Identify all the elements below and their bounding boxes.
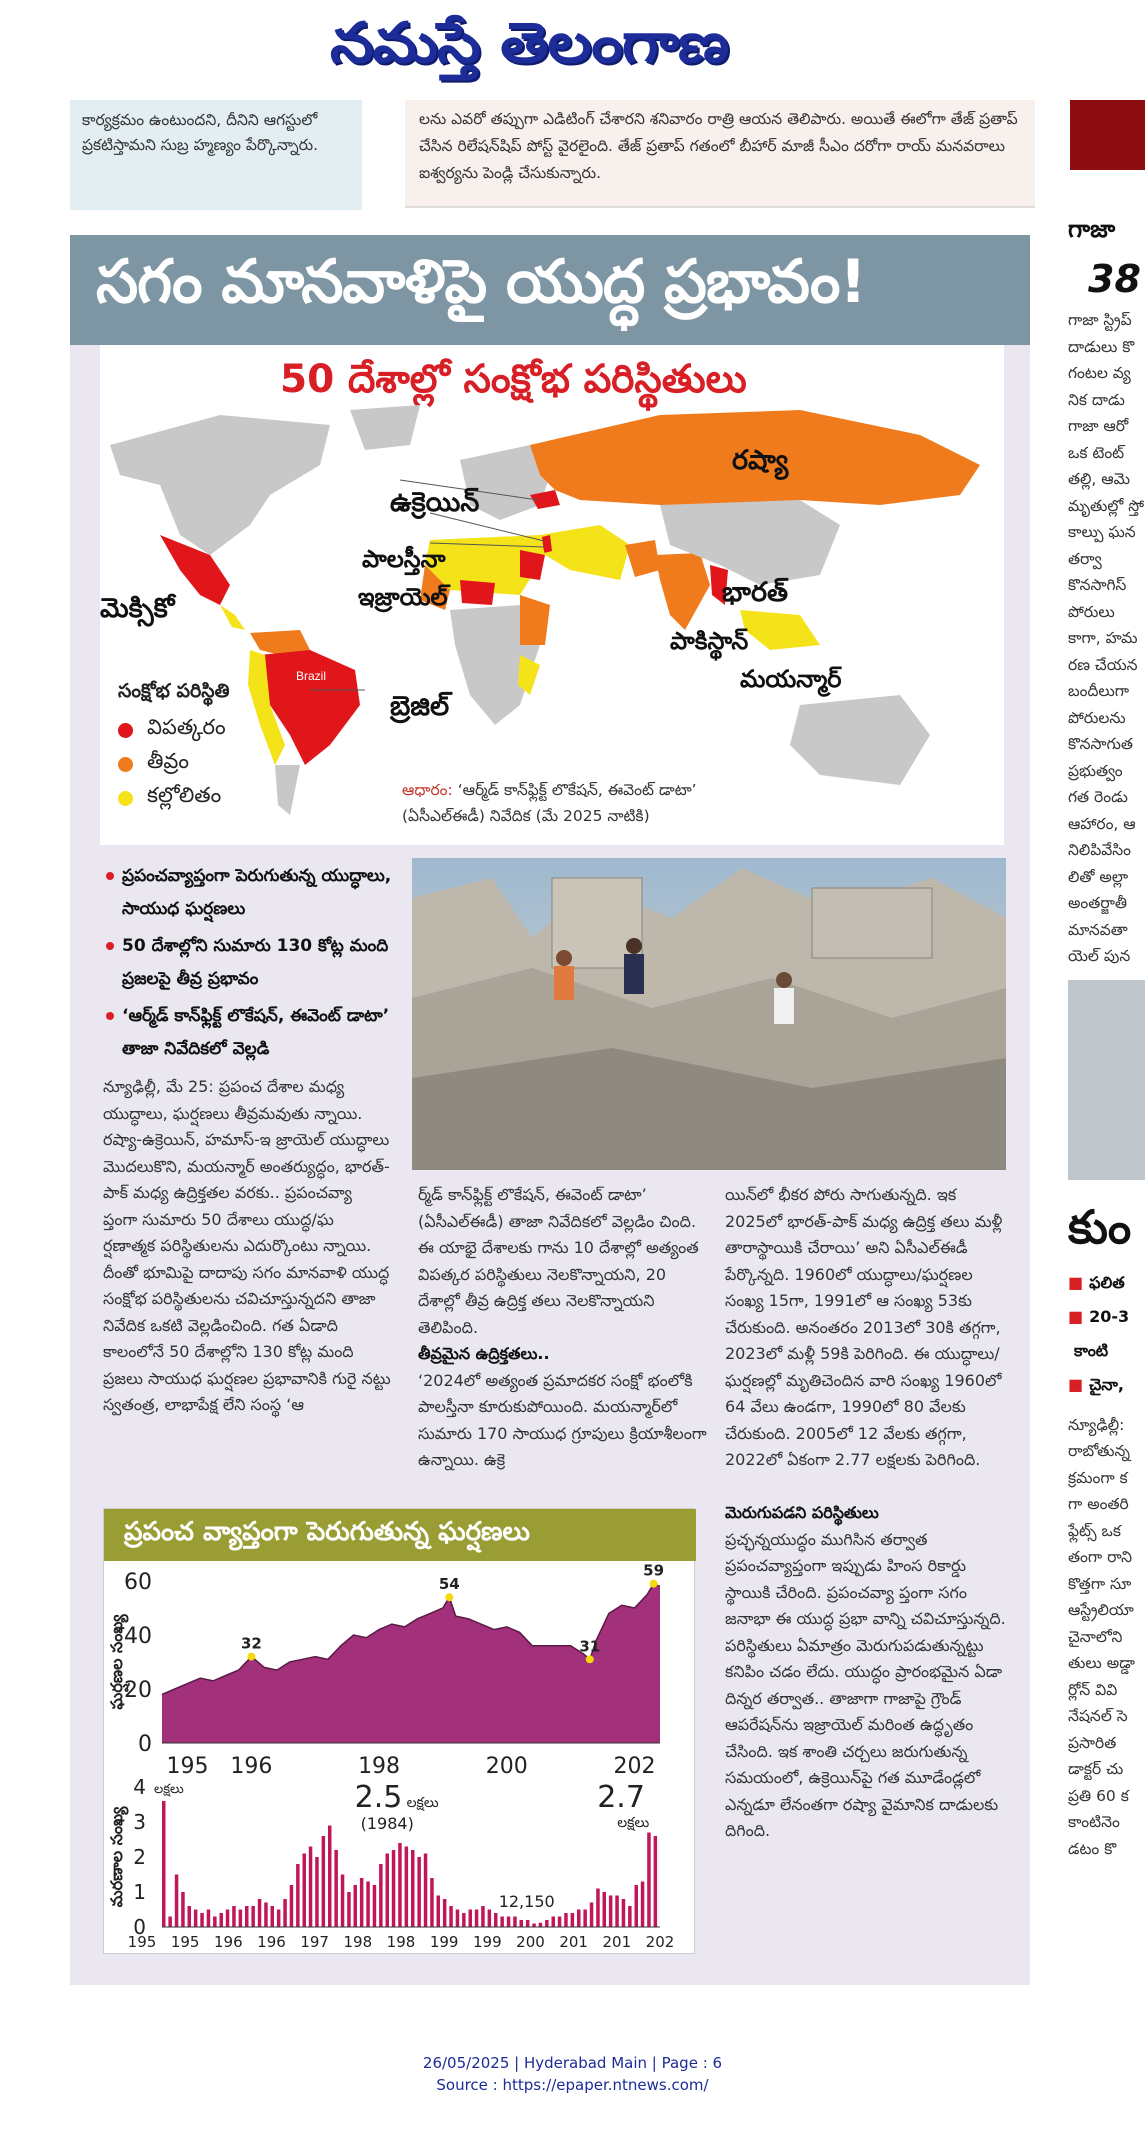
- y-tick-label: 1: [133, 1880, 146, 1904]
- death-bar: [322, 1836, 326, 1927]
- y-tick-label: 60: [124, 1570, 152, 1595]
- map-source-note: [402, 777, 782, 829]
- legend-item-high: తీవ్రం: [118, 747, 318, 781]
- brazil-map-text: Brazil: [296, 669, 327, 683]
- death-bar: [200, 1913, 204, 1927]
- annotation-dot: [650, 1580, 658, 1588]
- right-col-bullet: ■ చైనా,: [1068, 1374, 1124, 1394]
- top-right-ad-graphic: [1070, 100, 1145, 170]
- x-tick-label: 196: [257, 1933, 286, 1951]
- legend-dot-yellow: [118, 791, 133, 806]
- annotation-dot: [445, 1593, 453, 1601]
- death-bar: [603, 1892, 607, 1927]
- x-tick-label: 196: [214, 1933, 243, 1951]
- death-bar: [520, 1920, 524, 1927]
- x-tick-label: 199: [429, 1933, 459, 1951]
- right-col-photo: [1068, 980, 1145, 1180]
- right-col-bullet: కాంటి: [1074, 1340, 1109, 1360]
- death-bar: [366, 1882, 370, 1928]
- annotation-label: 59: [643, 1561, 665, 1580]
- right-col-big-head: కుం: [1068, 1199, 1132, 1254]
- death-bar: [379, 1864, 383, 1927]
- death-bar: [641, 1882, 645, 1928]
- greenland-shape: [350, 405, 420, 450]
- death-bar: [437, 1896, 441, 1928]
- pakistan-shape: [625, 540, 660, 577]
- death-bar: [571, 1913, 575, 1927]
- death-bar: [564, 1913, 568, 1927]
- death-bar: [456, 1910, 460, 1928]
- death-bar: [341, 1875, 345, 1928]
- annotation-value: 12,150: [498, 1892, 555, 1911]
- death-bar: [194, 1910, 198, 1928]
- central-africa-red: [460, 580, 495, 605]
- map-label-brazil: బ్రెజిల్: [390, 691, 450, 722]
- middle-east-shape: [540, 525, 630, 580]
- headline: సగం మానవాళిపై యుద్ధ ప్రభావం!: [70, 235, 1030, 345]
- death-bar: [213, 1917, 217, 1928]
- x-tick-label: 196: [230, 1754, 273, 1779]
- y-tick-label: 3: [133, 1810, 146, 1834]
- death-bar: [296, 1864, 300, 1927]
- death-bar: [494, 1913, 498, 1927]
- annotation-unit: లక్షలు: [617, 1815, 650, 1831]
- death-bar: [545, 1920, 549, 1927]
- charts-title: ప్రపంచ వ్యాప్తంగా పెరుగుతున్న ఘర్షణలు: [104, 1509, 696, 1561]
- highlight-bullets: [104, 860, 404, 1070]
- x-tick-label: 198: [358, 1754, 401, 1779]
- body-col2-text-b: ‘2024లో అత్యంత ప్రమాదకర సంక్షో భంలోకి పాలస్తీనా కూరుకుపోయింది. మయన్మార్‌లో సుమారు 170 సాయుధ గ్రూపులు క్రియాశీలంగా ఉన్నాయి. ఉక్రె: [418, 1370, 707, 1469]
- death-bar: [181, 1892, 185, 1927]
- x-tick-label: 198: [386, 1933, 416, 1951]
- body-col2-text-a: ర్మ్‌డ్ కాన్‌ఫ్లిక్ట్ లొకేషన్, ఈవెంట్ డాటా’ (ఏసీఎల్‌ఈడీ) తాజా నివేదికలో వెల్లడిం చింది. ఈ యాభై దేశాలకు గాను 10 దేశాల్లో అత్యంత విపత్కర పరిస్థితులు నెలకొన్నాయని, 20 దేశాల్లో తీవ్ర ఉద్రిక్త తలు నెలకొన్నాయని తెలిపింది.: [418, 1185, 699, 1337]
- india-shape: [655, 553, 710, 630]
- x-tick-label: 198: [343, 1933, 373, 1951]
- north-america-shape: [110, 415, 330, 555]
- body-col3-subhead: మెరుగుపడని పరిస్థితులు: [725, 1503, 879, 1522]
- death-bar: [303, 1854, 307, 1928]
- newspaper-logo: నమస్తే తెలంగాణ: [330, 9, 729, 76]
- map-label-russia: రష్యా: [732, 445, 789, 476]
- death-bar: [334, 1850, 338, 1927]
- body-column-1: [103, 1074, 391, 1419]
- annotation-label: 32: [240, 1634, 262, 1653]
- annotation-value: 2.5: [354, 1780, 403, 1815]
- death-bar: [513, 1917, 517, 1928]
- australia-shape: [790, 695, 930, 785]
- death-bar: [411, 1850, 415, 1927]
- map-label-india: భారత్: [722, 577, 788, 608]
- map-label-pakistan: పాకిస్థాన్: [670, 627, 749, 655]
- y-tick-label: 20: [124, 1678, 152, 1703]
- death-bar: [417, 1857, 421, 1927]
- x-tick-label: 200: [485, 1754, 528, 1779]
- x-tick-label: 202: [645, 1933, 675, 1951]
- x-tick-label: 195: [166, 1754, 209, 1779]
- death-bar: [207, 1910, 211, 1928]
- legend-dot-red: [118, 723, 133, 738]
- footer-date-edition: 26/05/2025 | Hyderabad Main | Page : 6: [422, 2054, 723, 2072]
- death-bar: [175, 1875, 179, 1928]
- bullet-item: ప్రపంచవ్యాప్తంగా పెరుగుతున్న యుద్ధాలు, సాయుధ ఘర్షణలు: [104, 860, 404, 926]
- central-america-shape: [220, 605, 245, 630]
- death-bar: [488, 1910, 492, 1928]
- y-tick-label: 0: [138, 1732, 152, 1757]
- x-tick-label: 197: [300, 1933, 329, 1951]
- death-bar: [647, 1833, 651, 1928]
- death-bar: [507, 1917, 511, 1928]
- legend-item-turbulent: కల్లోలితం: [118, 781, 318, 815]
- death-bar: [309, 1847, 313, 1928]
- east-africa-shape: [520, 595, 550, 645]
- top-left-story-snippet: కార్యక్రమం ఉంటుందని, దీనిని ఆగస్టులో ప్రకటిస్తామని సుబ్ర హ్మణ్యం పేర్కొన్నారు.: [70, 100, 362, 210]
- x-tick-label: 199: [473, 1933, 502, 1951]
- death-bar: [622, 1899, 626, 1927]
- body-col3-text-a: యిన్‌లో భీకర పోరు సాగుతున్నది. ఇక 2025లో భారత్-పాక్ మధ్య ఉద్రిక్త తలు మళ్లీ తారాస్థాయికి చేరాయి’ అని ఏసీఎల్‌ఈడీ పేర్కొన్నది. 1960లో యుద్ధాలు/ఘర్షణల సంఖ్య 15గా, 1991లో ఆ సంఖ్య 53కు చేరుకుంది. అనంతరం 2013లో 30కి తగ్గగా, 2023లో మళ్లీ 59కి పెరిగింది. ఈ యుద్ధాలు/ఘర్షణల్లో మృతిచెందిన వారి సంఖ్య 1960లో 64 వేలు ఉండగా, 1990లో 80 వేలకు చేరుకుంది. 2005లో 12 వేలకు తగ్గగా, 2022లో ఏకంగా 2.77 లక్షలకు పెరిగింది.: [725, 1185, 1003, 1469]
- annotation-dot: [247, 1653, 255, 1661]
- map-label-palestine: పాలస్తీనా: [362, 545, 446, 573]
- conflict-charts-panel: [103, 1508, 695, 1954]
- death-bar: [283, 1899, 287, 1927]
- crisis-map-panel: [100, 345, 1004, 845]
- death-bar: [539, 1923, 543, 1927]
- death-bar: [245, 1906, 249, 1927]
- right-side-column: [1068, 215, 1145, 1985]
- y-axis-label: ఘర్షణల సంఖ్య: [107, 1614, 126, 1710]
- death-bar: [188, 1906, 192, 1927]
- death-bar: [615, 1896, 619, 1928]
- y-tick-label: 4: [133, 1777, 146, 1799]
- x-tick-label: 201: [602, 1933, 632, 1951]
- annotation-dot: [586, 1655, 594, 1663]
- map-source-text: ‘ఆర్మ్‌డ్ కాన్‌ఫ్లిక్ట్ లొకేషన్, ఈవెంట్ డాటా’ (ఏసీఎల్‌ఈడీ) నివేదిక (మే 2025 నాటికి): [402, 781, 697, 825]
- legend-item-severe: విపత్కరం: [118, 713, 318, 747]
- y-tick-label: 40: [124, 1624, 152, 1649]
- x-tick-label: 195: [170, 1933, 200, 1951]
- x-tick-label: 201: [559, 1933, 588, 1951]
- death-bar: [328, 1826, 332, 1928]
- right-col-bullet: ■ 20-3: [1068, 1306, 1130, 1326]
- death-bar: [258, 1899, 262, 1927]
- death-bar: [315, 1857, 319, 1927]
- death-bar: [443, 1899, 447, 1927]
- right-col-text-2: న్యూఢిల్లీ: రాబోతున్న క్రమంగా క గా అంతరి ఫ్లేట్స్ ఒక తంగా రాని కొత్తగా సూ ఆస్ట్రేలియా చైనాలోని తులు అడ్డా ర్లోన్ వివి నేషనల్ సె ప్రసారిత డాక్టర్ చు ప్రతి 60 క కాంటినెం డటం కొ: [1068, 1415, 1135, 1858]
- death-bar: [360, 1878, 364, 1927]
- death-bar: [583, 1910, 587, 1928]
- x-tick-label: 200: [516, 1933, 545, 1951]
- death-bar: [449, 1906, 453, 1927]
- death-bar: [373, 1885, 377, 1927]
- body-col3-text-b: ప్రచ్ఛన్నయుద్ధం ముగిసిన తర్వాత ప్రపంచవ్యాప్తంగా ఇప్పుడు హింస రికార్డు స్థాయికి చేరింది. ప్రపంచవ్యా ప్తంగా సగం జనాభా ఈ యుద్ధ ప్రభా వాన్ని చవిచూస్తున్నది. పరిస్థితులు ఏమాత్రం మెరుగుపడుతున్నట్టు కనిపిం చడం లేదు. యుద్ధం ప్రారంభమైన ఏడా దిన్నర తర్వాత.. తాజాగా గాజాపై గ్రౌండ్ ఆపరేషన్‌ను ఇజ్రాయెల్ మరింత ఉద్ధృతం చేసింది. ఇక శాంతి చర్చలు జరుగుతున్న సమయంలో, ఉక్రెయిన్‌పై గత మూడేండ్లలో ఎన్నడూ లేనంతగా రష్యా వైమానిక దాడులకు దిగింది.: [725, 1529, 1006, 1840]
- death-bar: [386, 1854, 390, 1928]
- death-bar: [277, 1910, 281, 1928]
- bullet-item: ‘ఆర్మ్‌డ్ కాన్‌ఫ్లిక్ట్ లొకేషన్, ఈవెంట్ డాటా’ తాజా నివేదికలో వెల్లడి: [104, 1000, 404, 1066]
- death-bar: [552, 1917, 556, 1928]
- right-col-text-1: గాజా స్ట్రిప్ దాడులు కొ గంటల వ్య నిక దాడు గాజా ఆరో ఒక టెంట్ తల్లి, ఆమె మృతుల్లో స్తో కాల్పు ఘన తర్వా కొనసాగిస్ పోరులు కాగా, హమ రణ చేయన బందీలుగా పోరులను కొనసాగుత ప్రభుత్వం గత రెండు ఆహారం, ఆ నిలిపివేసిం లితో అల్లా అంతర్జాతీ మానవతా యెల్ పున: [1068, 311, 1145, 965]
- annotation-unit: లక్షలు: [406, 1795, 439, 1811]
- body-column-3: [725, 1182, 1015, 1845]
- death-bar: [424, 1854, 428, 1928]
- death-bar: [462, 1913, 466, 1927]
- death-bar: [226, 1910, 230, 1928]
- death-bar: [220, 1913, 224, 1927]
- y-axis-label: మరణాల సంఖ్య: [107, 1806, 126, 1908]
- annotation-label: 31: [579, 1637, 601, 1656]
- deaths-bar-chart: [104, 1777, 696, 1955]
- map-source-label: ఆధారం:: [402, 781, 453, 799]
- body-col1-text: న్యూఢిల్లీ, మే 25: ప్రపంచ దేశాల మధ్య యుద్ధాలు, ఘర్షణలు తీవ్రమవుతు న్నాయి. రష్యా-ఉక్రెయిన్, హమాస్-ఇ జ్రాయెల్ యుద్ధాలు మొదలుకొని, మయన్మార్ అంతర్యుద్ధం, భారత్-పాక్ మధ్య ఉద్రిక్తతల వరకు.. ప్రపంచవ్యా ప్తంగా సుమారు 50 దేశాలు యుద్ధ/ఘ ర్షణాత్మక పరిస్థితులను ఎదుర్కొంటు న్నాయి. దీంతో భూమిపై దాదాపు సగం మానవాళి యుద్ధ సంక్షోభ పరిస్థితులను చవిచూస్తున్నదని తాజా నివేదిక ఒకటి వెల్లడించింది. గత ఏడాది కాలంలోనే 50 దేశాల్లోని 130 కోట్ల మంది ప్రజలు సాయుధ ఘర్షణల ప్రభావానికి గురై నట్టు స్వతంత్ర, లాభాపేక్ష లేని సంస్థ ‘ఆ: [103, 1077, 391, 1414]
- death-bar: [469, 1910, 473, 1928]
- map-title: 50 దేశాల్లో సంక్షోభ పరిస్థితులు: [280, 357, 747, 402]
- death-bar: [168, 1917, 172, 1928]
- southeast-asia-shape: [740, 610, 820, 650]
- map-label-myanmar: మయన్మార్: [740, 665, 842, 693]
- death-bar: [398, 1843, 402, 1927]
- death-bar: [635, 1885, 639, 1927]
- rubble-photo: [412, 858, 1006, 1170]
- map-label-israel: ఇజ్రాయెల్: [358, 583, 448, 611]
- death-bar: [532, 1924, 536, 1928]
- page-footer: [0, 2052, 1145, 2096]
- x-tick-label: 202: [613, 1754, 656, 1779]
- death-bar: [392, 1850, 396, 1927]
- death-bar: [481, 1906, 485, 1927]
- conflict-area: [162, 1584, 660, 1743]
- legend-dot-orange: [118, 757, 133, 772]
- bullet-item: 50 దేశాల్లోని సుమారు 130 కోట్ల మంది ప్రజలపై తీవ్ర ప్రభావం: [104, 930, 404, 996]
- death-bar: [354, 1885, 358, 1927]
- death-bar: [405, 1847, 409, 1928]
- death-bar: [162, 1801, 166, 1927]
- death-bar: [609, 1896, 613, 1928]
- body-col2-subhead: తీవ్రమైన ఉద్రిక్తతలు..: [418, 1344, 550, 1363]
- annotation-value: 2.7: [597, 1780, 645, 1815]
- footer-source: Source : https://epaper.ntnews.com/: [436, 2076, 709, 2094]
- annotation-note: (1984): [360, 1814, 414, 1833]
- right-col-head: గాజా: [1068, 215, 1116, 243]
- y-tick-label: 2: [133, 1845, 146, 1869]
- map-label-mexico: మెక్సికో: [100, 593, 175, 624]
- annotation-label: 54: [438, 1575, 460, 1594]
- death-bar: [590, 1903, 594, 1928]
- map-label-ukraine: ఉక్రెయిన్: [390, 487, 480, 518]
- death-bar: [558, 1917, 562, 1928]
- right-col-bullet: ■ ఫలిత: [1068, 1272, 1125, 1292]
- sahel-red-shape: [520, 550, 545, 580]
- death-bar: [290, 1885, 294, 1927]
- body-column-2: [418, 1182, 708, 1474]
- death-bar: [475, 1910, 479, 1928]
- legend-title: సంక్షోభ పరిస్థితి: [118, 680, 230, 702]
- conflicts-area-chart: [104, 1561, 696, 1779]
- y-tick-label: 0: [133, 1915, 146, 1939]
- death-bar: [264, 1903, 268, 1928]
- death-bar: [526, 1920, 530, 1927]
- masthead: [0, 0, 1145, 95]
- y-top-unit-label: లక్షలు: [154, 1782, 184, 1797]
- death-bar: [654, 1836, 658, 1927]
- death-bar: [577, 1910, 581, 1928]
- death-bar: [271, 1906, 275, 1927]
- death-bar: [232, 1906, 236, 1927]
- death-bar: [628, 1906, 632, 1927]
- right-col-number: 38: [1088, 257, 1141, 301]
- death-bar: [500, 1917, 504, 1928]
- map-legend: [118, 680, 318, 815]
- x-tick-label: 195: [127, 1933, 157, 1951]
- death-bar: [347, 1892, 351, 1927]
- top-mid-story-snippet: లను ఎవరో తప్పుగా ఎడిటింగ్ చేశారని శనివారం రాత్రి ఆయన తెలిపారు. అయితే ఈలోగా తేజ్ ప్రతాప్ చేసిన రిలేషన్‌షిప్ పోస్ట్ వైరలైంది. తేజ్ ప్రతాప్ గతంలో బీహార్ మాజీ సీఎం దరోగా రాయ్ మనవరాలు ఐశ్వర్యను పెండ్లి చేసుకున్నారు.: [405, 100, 1035, 208]
- death-bar: [596, 1889, 600, 1928]
- death-bar: [430, 1878, 434, 1927]
- death-bar: [251, 1906, 255, 1927]
- death-bar: [239, 1910, 243, 1928]
